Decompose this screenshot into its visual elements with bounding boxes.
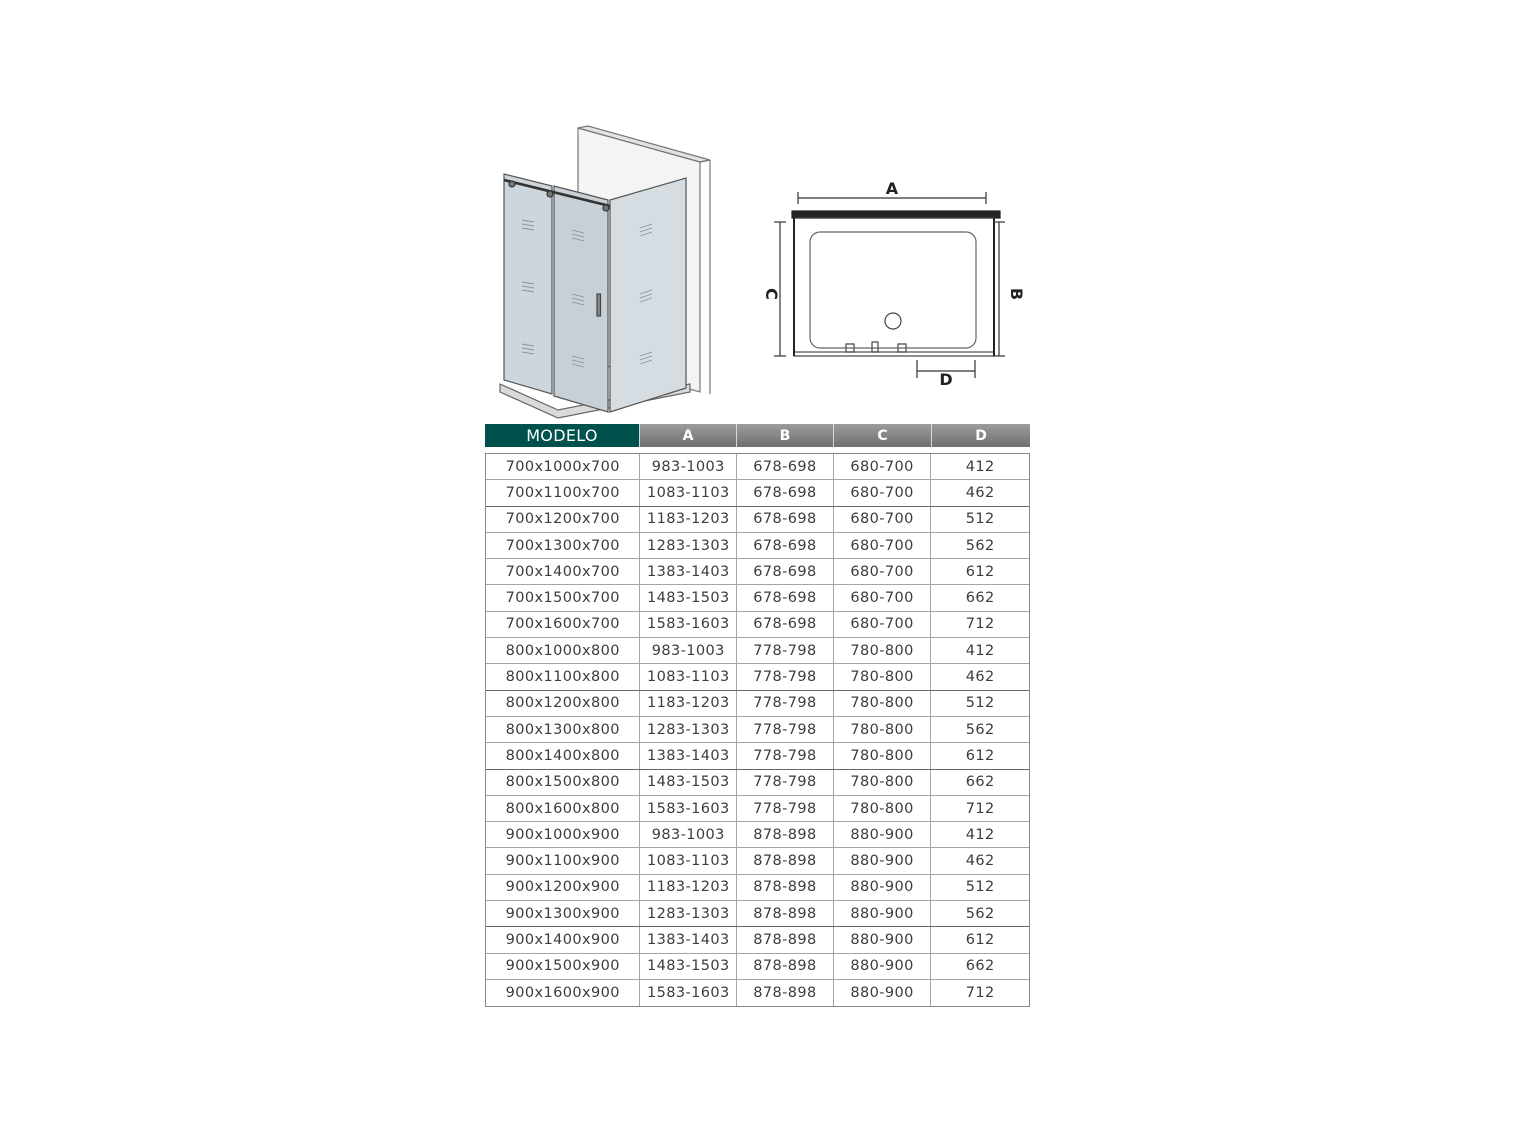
table-row [486,638,1029,664]
cell-a: 1383-1403 [640,743,737,768]
cell-a: 1383-1403 [640,559,737,584]
cell-d: 712 [965,616,995,633]
cell-d: 562 [965,537,995,554]
cell-b: 778-798 [737,743,834,768]
table-row [486,454,1029,480]
table-row [486,717,1029,743]
cell-c: 780-800 [834,796,932,821]
cell-d: 612 [965,563,995,580]
cell-c: 880-900 [834,954,932,979]
cell-modelo: 700x1300x700 [486,533,640,558]
table-row [486,927,1029,953]
cell-a: 983-1003 [640,822,737,847]
cell-b: 778-798 [737,691,834,716]
dimension-label-d: D [939,370,953,389]
cell-c: 680-700 [834,533,932,558]
cell-modelo: 900x1000x900 [486,822,640,847]
cell-modelo: 800x1000x800 [486,638,640,663]
cell-a: 1183-1203 [640,875,737,900]
cell-b: 678-698 [737,480,834,505]
cell-modelo: 700x1100x700 [486,480,640,505]
cell-d: 462 [965,669,995,686]
cell-d: 562 [965,721,995,738]
cell-d: 412 [965,826,995,843]
cell-d: 712 [965,800,995,817]
shower-enclosure-drawing [500,126,710,418]
header-b: B [737,424,834,447]
cell-modelo: 900x1500x900 [486,954,640,979]
cell-c: 780-800 [834,717,932,742]
cell-b: 678-698 [737,585,834,610]
cell-a: 1183-1203 [640,507,737,532]
cell-d: 612 [965,747,995,764]
cell-c: 680-700 [834,612,932,637]
cell-b: 878-898 [737,848,834,873]
cell-d: 462 [965,484,995,501]
cell-modelo: 700x1500x700 [486,585,640,610]
cell-modelo: 800x1400x800 [486,743,640,768]
cell-c: 880-900 [834,980,932,1006]
cell-c: 780-800 [834,638,932,663]
cell-c: 880-900 [834,822,932,847]
cell-d: 462 [965,853,995,870]
cell-a: 1283-1303 [640,533,737,558]
cell-a: 1483-1503 [640,585,737,610]
cell-b: 878-898 [737,875,834,900]
table-row [486,796,1029,822]
cell-a: 1283-1303 [640,717,737,742]
cell-a: 1083-1103 [640,664,737,689]
table-row [486,480,1029,506]
cell-a: 983-1003 [640,454,737,479]
header-a: A [640,424,737,447]
cell-d: 512 [965,879,995,896]
cell-a: 1183-1203 [640,691,737,716]
cell-c: 680-700 [834,559,932,584]
table-row [486,664,1029,690]
cell-a: 1083-1103 [640,848,737,873]
table-row [486,612,1029,638]
cell-b: 878-898 [737,954,834,979]
cell-b: 678-698 [737,507,834,532]
cell-b: 878-898 [737,927,834,952]
cell-c: 780-800 [834,691,932,716]
dimensions-table [485,424,1030,1007]
table-row [486,980,1029,1006]
dimension-label-b: B [1007,287,1026,301]
cell-modelo: 900x1600x900 [486,980,640,1006]
cell-b: 778-798 [737,638,834,663]
cell-modelo: 900x1400x900 [486,927,640,952]
cell-d: 662 [965,590,995,607]
cell-d: 562 [965,905,995,922]
table-row [486,559,1029,585]
cell-b: 878-898 [737,980,834,1006]
cell-d: 612 [965,931,995,948]
cell-d: 412 [965,458,995,475]
cell-a: 1383-1403 [640,927,737,952]
cell-d: 712 [965,985,995,1002]
table-row [486,954,1029,980]
dimension-label-c: C [762,288,781,300]
cell-modelo: 800x1200x800 [486,691,640,716]
cell-d: 662 [965,774,995,791]
cell-c: 880-900 [834,901,932,926]
table-row [486,901,1029,927]
product-illustrations [490,122,1050,422]
header-modelo: MODELO [485,424,640,447]
cell-c: 780-800 [834,664,932,689]
cell-modelo: 900x1200x900 [486,875,640,900]
cell-d: 412 [965,642,995,659]
cell-d: 512 [965,695,995,712]
cell-modelo: 900x1300x900 [486,901,640,926]
cell-a: 1583-1603 [640,980,737,1006]
header-c: C [834,424,932,447]
cell-b: 878-898 [737,822,834,847]
cell-modelo: 700x1000x700 [486,454,640,479]
cell-c: 880-900 [834,927,932,952]
table-row [486,585,1029,611]
cell-modelo: 700x1400x700 [486,559,640,584]
table-body [485,453,1030,1007]
cell-b: 778-798 [737,770,834,795]
cell-a: 1483-1503 [640,954,737,979]
cell-c: 780-800 [834,770,932,795]
table-row [486,848,1029,874]
cell-modelo: 700x1200x700 [486,507,640,532]
table-row [486,770,1029,796]
table-row [486,875,1029,901]
cell-b: 878-898 [737,901,834,926]
cell-c: 680-700 [834,480,932,505]
cell-modelo: 800x1500x800 [486,770,640,795]
cell-d: 662 [965,958,995,975]
cell-b: 678-698 [737,533,834,558]
cell-modelo: 900x1100x900 [486,848,640,873]
cell-b: 678-698 [737,612,834,637]
table-row [486,691,1029,717]
cell-a: 1283-1303 [640,901,737,926]
table-row [486,507,1029,533]
cell-c: 680-700 [834,507,932,532]
cell-c: 780-800 [834,743,932,768]
cell-c: 880-900 [834,848,932,873]
cell-modelo: 800x1100x800 [486,664,640,689]
table-row [486,533,1029,559]
cell-c: 880-900 [834,875,932,900]
cell-c: 680-700 [834,454,932,479]
cell-a: 983-1003 [640,638,737,663]
cell-a: 1083-1103 [640,480,737,505]
cell-b: 778-798 [737,717,834,742]
top-view-plan [774,192,1005,378]
cell-modelo: 700x1600x700 [486,612,640,637]
cell-b: 778-798 [737,796,834,821]
cell-b: 678-698 [737,454,834,479]
table-row [486,743,1029,769]
cell-a: 1583-1603 [640,612,737,637]
header-d: D [932,424,1030,447]
cell-b: 678-698 [737,559,834,584]
cell-c: 680-700 [834,585,932,610]
dimension-label-a: A [885,179,899,198]
cell-a: 1483-1503 [640,770,737,795]
cell-a: 1583-1603 [640,796,737,821]
cell-modelo: 800x1600x800 [486,796,640,821]
table-row [486,822,1029,848]
cell-modelo: 800x1300x800 [486,717,640,742]
cell-d: 512 [965,511,995,528]
table-header [485,424,1030,447]
cell-b: 778-798 [737,664,834,689]
